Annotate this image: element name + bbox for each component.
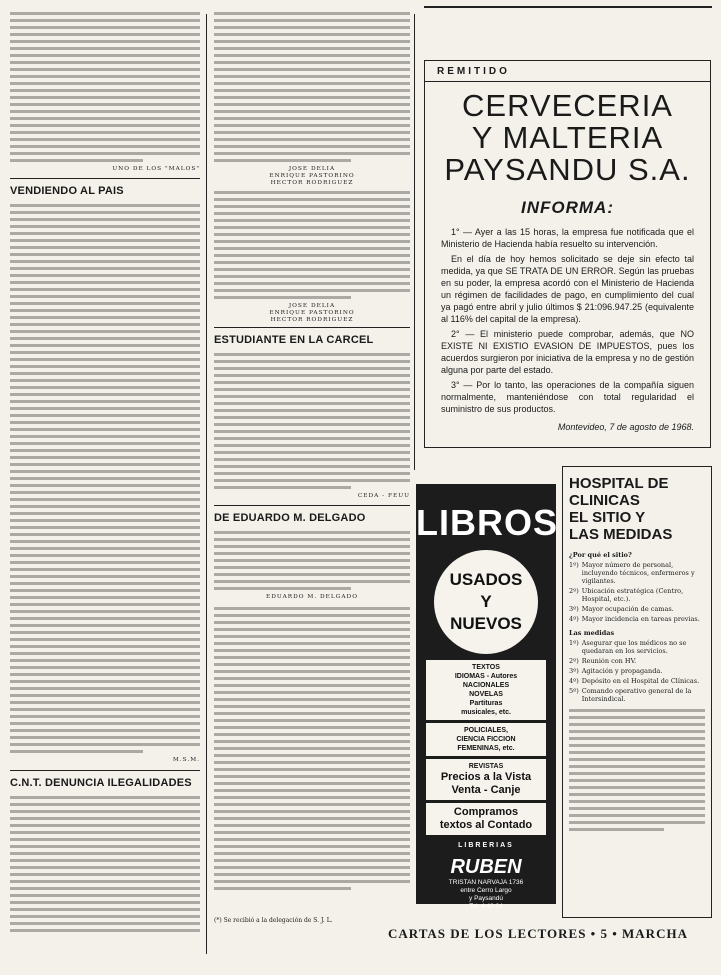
paragraph: 2° — El ministerio puede comprobar, además, que NO EXISTE NI EXISTIO EVASION DE IMPUESTOS, pues los acuerdos surgieron por iniciativa de la empresa y no de gestión alguna por parte del estado.: [441, 329, 694, 375]
ad-line: musicales, etc.: [461, 709, 511, 716]
company-name-line: PAYSANDU S.A.: [444, 152, 691, 187]
brand-top: LIBRERIAS: [458, 842, 514, 849]
item-text: Mayor ocupación de camas.: [581, 605, 674, 613]
item-text: Depósito en el Hospital de Clínicas.: [581, 677, 700, 685]
item-num: 5º): [569, 687, 579, 695]
footnote: (*) Se recibió a la delegación de S. J. L.: [214, 917, 333, 924]
item-text: Mayor número de personal, incluyendo técnicos, enfermeros y vigilantes.: [581, 561, 695, 585]
item-text: Reunión con HV.: [581, 657, 637, 665]
section-title: VENDIENDO AL PAIS: [10, 185, 124, 198]
text-block: [569, 709, 705, 831]
signature: CEDA - FEUU: [357, 493, 410, 499]
item-text: Agitación y propaganda.: [581, 667, 663, 675]
column-2: [214, 8, 410, 894]
item-text: Asegurar que los médicos no se quedaran en los servicios.: [581, 639, 687, 655]
company-name-line: Y MALTERIA: [471, 120, 664, 155]
item-text: Ubicación estratégica (Centro, Hospital, etc.).: [581, 587, 684, 603]
paragraph: 3° — Por lo tanto, las operaciones de la compañía siguen normalmente, manteniéndose con total regularidad el suministro de sus productos.: [441, 380, 694, 414]
item-num: 2º): [569, 587, 579, 595]
item-num: 4º): [569, 615, 579, 623]
ad-title: LIBROS: [416, 502, 559, 543]
signoff-name: HECTOR RODRIGUEZ: [270, 317, 354, 323]
ad-line: Precios a la Vista: [440, 771, 532, 783]
section-title: ESTUDIANTE EN LA CARCEL: [214, 334, 374, 346]
company-name-line: CERVECERIA: [462, 88, 673, 123]
signoff-name: ENRIQUE PASTORINO: [269, 310, 355, 316]
circle-text: USADOS: [449, 570, 523, 589]
ad-line: NOVELAS: [469, 691, 503, 698]
ad-line: TEXTOS: [472, 664, 500, 671]
address-line: Tel. 4 42 24: [469, 903, 503, 910]
column-rule-1: [206, 14, 207, 954]
signoff-name: JOSE DELIA: [288, 166, 336, 172]
remitido-label: REMITIDO: [437, 66, 510, 77]
signature: EDUARDO M. DELGADO: [266, 594, 358, 601]
text-block: [10, 796, 200, 932]
hospital-title-line: HOSPITAL DE: [569, 475, 669, 492]
signature: M.S.M.: [172, 757, 200, 764]
text-block: [10, 204, 200, 753]
ad-line: Partituras: [469, 700, 503, 707]
item-num: 2º): [569, 657, 579, 665]
signoff-name: HECTOR RODRIGUEZ: [270, 180, 354, 186]
ad-line: Venta - Canje: [451, 784, 521, 796]
ad-line: Compramos: [453, 806, 519, 818]
address-line: entre Cerro Largo: [460, 887, 512, 894]
hospital-title-line: LAS MEDIDAS: [569, 526, 673, 543]
address-line: y Paysandú: [469, 895, 503, 902]
section-title: C.N.T. DENUNCIA ILEGALIDADES: [10, 776, 192, 789]
text-block: [214, 531, 410, 590]
text-block: [214, 353, 410, 489]
list-item: [569, 657, 705, 665]
item-num: 1º): [569, 639, 579, 647]
informa-heading: INFORMA:: [521, 198, 614, 217]
list-item: [569, 677, 705, 685]
item-text: Comando operativo general de la Intersindical.: [581, 687, 692, 703]
ad-line: REVISTAS: [468, 763, 504, 770]
paragraph: En el día de hoy hemos solicitado se deje sin efecto tal medida, ya que SE TRATA DE UN ERROR. Según las pruebas en su poder, la empresa acordó con el Ministerio de Hacienda un régimen de facilidades de pago, en cumplimiento del cual ya pagó entre abril y julio últimos $ 21:096.947.25 (equivalente al 116% del capital de la empresa).: [441, 254, 694, 324]
brand-name: RUBEN: [450, 856, 522, 878]
hospital-box: [562, 466, 712, 918]
remitido-box: [424, 60, 711, 448]
list-item: [569, 605, 705, 613]
item-num: 1º): [569, 561, 579, 569]
list-item: [569, 687, 705, 703]
list-item: [569, 615, 705, 623]
item-num: 3º): [569, 605, 579, 613]
paragraph: 1° — Ayer a las 15 horas, la empresa fue notificada que el Ministerio de Hacienda había resuelto su intervención.: [441, 227, 694, 249]
text-block: [214, 12, 410, 162]
circle-text: Y: [480, 592, 492, 611]
column-rule-2: [414, 14, 415, 470]
ad-list: [426, 660, 546, 720]
ad-line: textos al Contado: [439, 819, 533, 831]
text-block: [10, 12, 200, 162]
hospital-title-line: CLINICAS: [569, 492, 640, 509]
list-item: [569, 667, 705, 675]
signature: UNO DE LOS "MALOS": [112, 166, 200, 172]
libros-advertisement: [416, 484, 559, 910]
column-1: [10, 8, 200, 936]
item-text: Mayor incidencia en tareas previas.: [581, 615, 700, 623]
text-block: [214, 607, 410, 890]
item-num: 3º): [569, 667, 579, 675]
ad-line: CIENCIA FICCION: [456, 736, 516, 743]
ad-list: [426, 723, 546, 756]
ad-line: FEMENINAS, etc.: [457, 745, 515, 752]
list-item: [569, 587, 705, 603]
page-footer: CARTAS DE LOS LECTORES • 5 • MARCHA: [388, 926, 688, 941]
ad-circle: [434, 550, 538, 654]
item-num: 4º): [569, 677, 579, 685]
list-item: [569, 561, 705, 585]
signoff-name: ENRIQUE PASTORINO: [269, 173, 355, 179]
ad-list: [426, 803, 546, 835]
section-title: DE EDUARDO M. DELGADO: [214, 512, 366, 525]
text-block: [214, 191, 410, 299]
signoff-name: JOSE DELIA: [288, 303, 336, 309]
question: Las medidas: [569, 629, 615, 637]
ad-line: POLICIALES,: [464, 727, 508, 734]
ad-list: [426, 759, 546, 800]
list-item: [569, 639, 705, 655]
top-rule: [424, 6, 712, 8]
ad-line: NACIONALES: [462, 682, 510, 689]
circle-text: NUEVOS: [450, 614, 522, 633]
hospital-title-line: EL SITIO Y: [569, 509, 646, 526]
ad-line: IDIOMAS - Autores: [454, 673, 518, 680]
address-line: TRISTAN NARVAJA 1736: [448, 879, 524, 886]
remitido-body: [425, 226, 710, 415]
date-line: Montevideo, 7 de agosto de 1968.: [557, 422, 694, 432]
question: ¿Por qué el sitio?: [569, 551, 632, 559]
